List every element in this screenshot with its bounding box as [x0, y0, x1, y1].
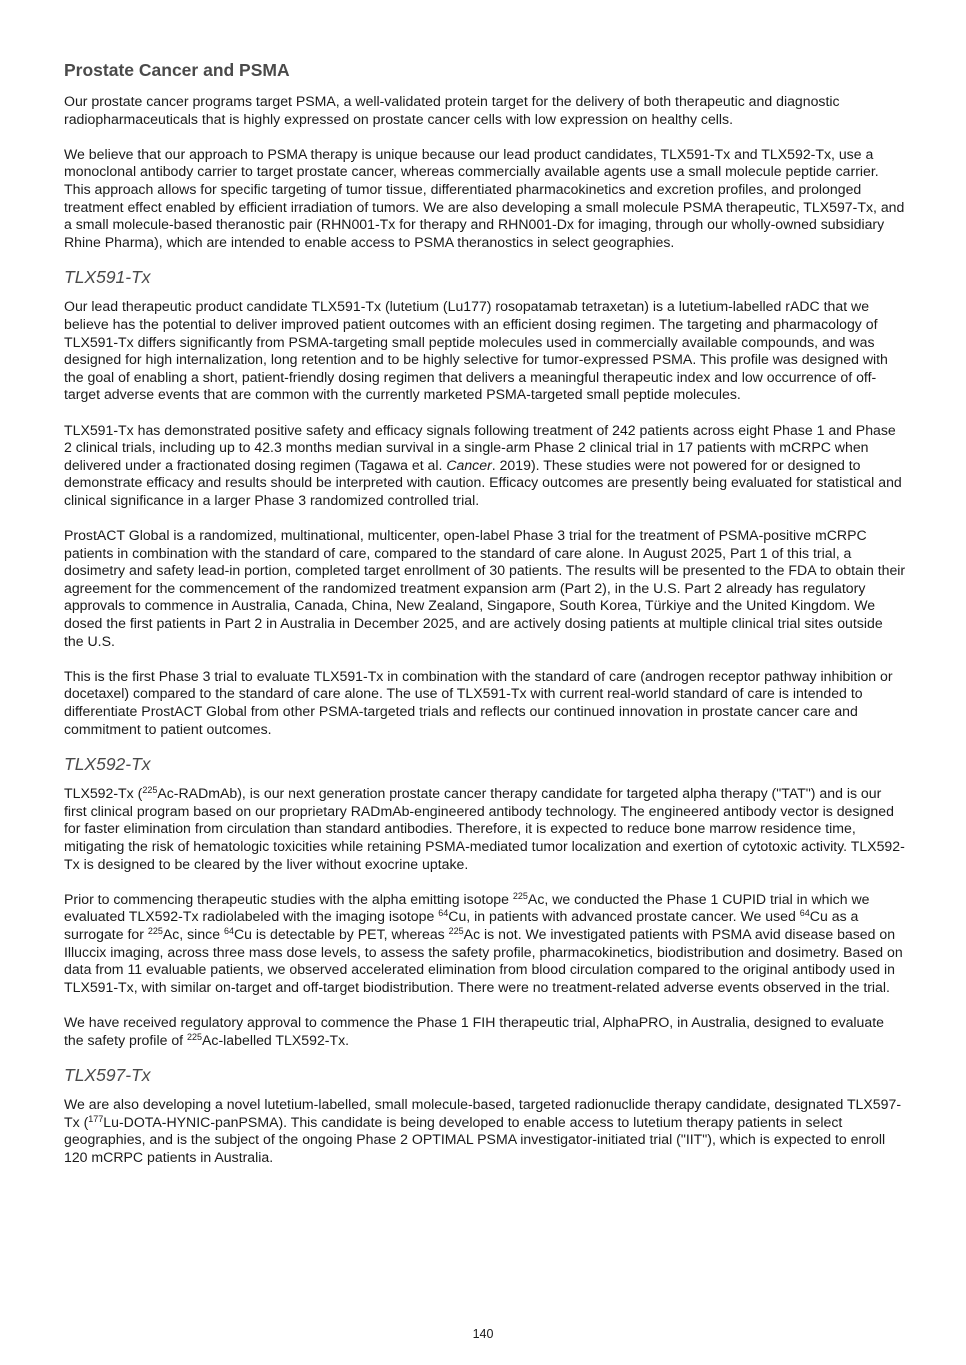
- text-run: Lu-DOTA-HYNIC-panPSMA). This candidate is being developed to enable access to lutetium therapy patients in select geographies, and is the subject of the ongoing Phase 2 OPTIMAL PSMA investigator-initiated trial ("IIT"), which is expected to enroll 120 mCRPC patients in Australia.: [64, 1113, 886, 1165]
- isotope-superscript: 64: [223, 925, 234, 936]
- tlx591-paragraph-2: [64, 422, 906, 510]
- tlx591-heading: TLX591-Tx: [64, 267, 151, 288]
- text-run: We have received regulatory approval to commence the Phase 1 FIH therapeutic trial, AlphaPRO, in Australia, designed to evaluate the safety profile of: [64, 1013, 884, 1048]
- isotope-superscript: 225: [448, 925, 464, 936]
- text-run: . 2019). These studies were not powered for or designed to demonstrate efficacy and results should be interpreted with caution. Efficacy outcomes are presently being evaluated for statistical and clinical significance in a larger Phase 3 randomized controlled trial.: [64, 456, 902, 508]
- tlx592-paragraph-2: [64, 891, 906, 997]
- text-run: We are also developing a novel lutetium-labelled, small molecule-based, targeted radionuclide therapy candidate, designated TLX597-Tx (: [64, 1096, 902, 1130]
- text-run: Ac-labelled TLX592-Tx.: [202, 1031, 350, 1048]
- text-run: TLX592-Tx (: [64, 785, 143, 802]
- tlx597-heading: TLX597-Tx: [64, 1065, 151, 1086]
- text-run: Cu is detectable by PET, whereas: [233, 925, 449, 942]
- document-page: [64, 58, 906, 1166]
- intro-paragraph-2: We believe that our approach to PSMA therapy is unique because our lead product candidates, TLX591-Tx and TLX592-Tx, use a monoclonal antibody carrier to target prostate cancer, whereas commercially available agents use a small molecule peptide carrier. This approach allows for specific targeting of tumor tissue, differentiated pharmacokinetics and excretion profiles, and prolonged treatment effect enabled by efficient irradiation of tumors. We are also developing a small molecule PSMA therapeutic, TLX597-Tx, and a small molecule-based theranostic pair (RHN001-Tx for therapy and RHN001-Dx for imaging, through our wholly-owned subsidiary Rhine Pharma), which are intended to enable access to PSMA theranostics in select geographies.: [64, 145, 905, 250]
- tlx592-paragraph-1: [64, 785, 906, 873]
- tlx592-heading: TLX592-Tx: [64, 754, 151, 775]
- text-run: Cu, in patients with advanced prostate cancer. We used: [448, 908, 800, 925]
- isotope-superscript: 225: [142, 785, 158, 796]
- text-run: Prior to commencing therapeutic studies with the alpha emitting isotope: [64, 890, 513, 907]
- tlx597-paragraph-1: [64, 1096, 906, 1166]
- tlx592-paragraph-3: [64, 1014, 906, 1049]
- tlx591-paragraph-3: ProstACT Global is a randomized, multinational, multicenter, open-label Phase 3 trial for the treatment of PSMA-positive mCRPC patients in combination with the standard of care, compared to the standard of care alone. In August 2025, Part 1 of this trial, a dosimetry and safety lead-in portion, completed target enrollment of 30 patients. The results will be presented to the FDA to obtain their agreement for the commencement of the randomized treatment expansion arm (Part 2), in the U.S. Part 2 already has regulatory approvals to commence in Australia, Canada, China, New Zealand, Singapore, South Korea, Türkiye and the United Kingdom. We dosed the first patients in Part 2 in Australia in December 2025, and are actively dosing patients at multiple clinical trial sites outside the U.S.: [64, 527, 906, 649]
- text-run: Cu as a surrogate for: [64, 908, 859, 942]
- isotope-superscript: 225: [147, 925, 163, 936]
- isotope-superscript: 225: [512, 890, 528, 901]
- tlx591-paragraph-1: Our lead therapeutic product candidate TLX591-Tx (lutetium (Lu177) rosopatamab tetraxetan) is a lutetium-labelled rADC that we believe has the potential to deliver improved patient outcomes with an efficient dosing regimen. The targeting and pharmacology of TLX591-Tx differs significantly from PSMA-targeting small peptide molecules used in commercially available compounds, and was designed for high internalization, long retention and to be highly selective for tumor-expressed PSMA. This profile was designed with the goal of enabling a short, patient-friendly dosing regimen that delivers a meaningful therapeutic index and low occurrence of off-target adverse events that are common with the currently marketed PSMA-targeted small peptide molecules.: [64, 298, 888, 403]
- page-number: 140: [472, 1327, 494, 1341]
- intro-paragraph-1: Our prostate cancer programs target PSMA, a well-validated protein target for the delivery of both therapeutic and diagnostic radiopharmaceuticals that is highly expressed on prostate cancer cells with low expression on healthy cells.: [64, 93, 840, 127]
- isotope-superscript: 225: [187, 1031, 203, 1042]
- text-run: Ac, we conducted the Phase 1 CUPID trial in which we evaluated TLX592-Tx radiolabeled with the imaging isotope: [64, 890, 870, 925]
- section-heading: Prostate Cancer and PSMA: [64, 60, 290, 80]
- tlx591-paragraph-4: This is the first Phase 3 trial to evaluate TLX591-Tx in combination with the standard of care (androgen receptor pathway inhibition or docetaxel) compared to the standard of care alone. The use of TLX591-Tx with current real-world standard of care is intended to differentiate ProstACT Global from other PSMA-targeted trials and reflects our continued innovation in prostate cancer care and commitment to patient outcomes.: [64, 667, 893, 737]
- journal-name: Cancer: [446, 456, 492, 473]
- isotope-superscript: 64: [799, 908, 810, 919]
- text-run: Ac-RADmAb), is our next generation prostate cancer therapy candidate for targeted alpha therapy ("TAT") and is our first clinical program based on our proprietary RADmAb-engineered antibody technology. The engineered antibody vector is designed for faster elimination from circulation than standard antibodies. Therefore, it is expected to reduce bone marrow residence time, mitigating the risk of hematologic toxicities while retaining PSMA-mediated tumor localization and exertion of cytotoxic activity. TLX592-Tx is designed to be cleared by the liver without exocrine uptake.: [64, 785, 905, 872]
- isotope-superscript: 64: [438, 908, 449, 919]
- isotope-superscript: 177: [88, 1113, 104, 1124]
- text-run: Ac, since: [162, 925, 224, 942]
- text-run: TLX591-Tx has demonstrated positive safety and efficacy signals following treatment of 242 patients across eight Phase 1 and Phase 2 clinical trials, including up to 42.3 months median survival in a single-arm Phase 2 clinical trial in 17 patients with mCRPC when delivered under a fractionated dosing regimen (Tagawa et al.: [64, 421, 896, 473]
- text-run: Ac is not. We investigated patients with PSMA avid disease based on Illuccix imaging, across three mass dose levels, to assess the safety profile, pharmacokinetics, biodistribution and dosimetry. Based on data from 11 evaluable patients, we observed accelerated elimination from blood circulation compared to the original antibody used in TLX591-Tx, with similar on-target and off-target biodistribution. There were no treatment-related adverse events observed in the trial.: [64, 925, 903, 995]
